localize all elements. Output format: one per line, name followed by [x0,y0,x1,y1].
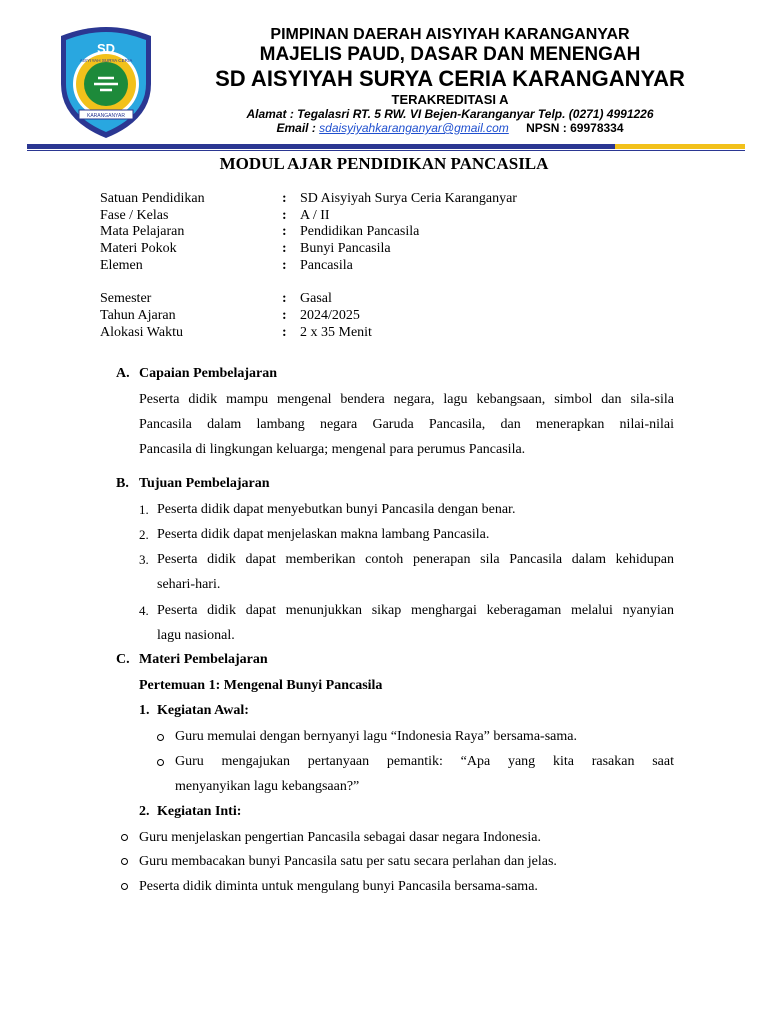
section-a-line: Pancasila dalam lambang negara Garuda Pancasila, dan menerapkan nilai-nilai [139,417,674,432]
identity-row [100,207,330,224]
list-number: 1. [139,502,149,517]
identity-label: Elemen [100,258,143,273]
identity-colon: : [282,291,287,306]
section-b-letter: B. [116,476,129,491]
list-item: Peserta didik dapat menyebutkan bunyi Pancasila dengan benar. [157,502,516,517]
identity-label: Alokasi Waktu [100,325,183,340]
identity-value: Pancasila [300,258,353,273]
section-a-line: Peserta didik mampu mengenal bendera negara, lagu kebangsaan, simbol dan sila-sila [139,392,674,407]
identity-row [100,257,353,274]
identity-row [100,290,332,307]
identity-label: Tahun Ajaran [100,308,176,323]
list-item-continuation: sehari-hari. [157,577,221,592]
section-b-heading: Tujuan Pembelajaran [139,476,270,491]
list-number: 3. [139,552,149,567]
identity-colon: : [282,224,287,239]
header-accreditation: TERAKREDITASI A [391,92,509,107]
activity-number: 2. [139,804,150,819]
identity-label: Satuan Pendidikan [100,191,205,206]
header-divider-thin [27,150,745,151]
bullet-item-continuation: menyanyikan lagu kebangsaan?” [175,779,360,794]
header-contact [160,121,740,135]
meeting-heading: Pertemuan 1: Mengenal Bunyi Pancasila [139,678,383,693]
identity-value: Bunyi Pancasila [300,241,391,256]
bullet-item: Guru memulai dengan bernyanyi lagu “Indonesia Raya” bersama-sama. [175,729,577,744]
identity-label: Semester [100,291,152,306]
bullet-circle-icon [157,759,164,766]
identity-row [100,223,419,240]
identity-colon: : [282,241,287,256]
section-a-letter: A. [116,366,130,381]
activity-heading-inti: Kegiatan Inti: [157,804,242,819]
list-item: Peserta didik dapat menjelaskan makna lambang Pancasila. [157,527,490,542]
identity-value: 2024/2025 [300,308,360,323]
identity-value: A / II [300,208,330,223]
header-divider-blue [27,144,615,149]
header-school-name: SD AISYIYAH SURYA CERIA KARANGANYAR [215,66,685,91]
identity-row [100,190,517,207]
section-c-heading: Materi Pembelajaran [139,652,268,667]
bullet-item: Guru mengajukan pertanyaan pemantik: “Apa yang kita rasakan saat [175,754,674,769]
bullet-item: Guru membacakan bunyi Pancasila satu per satu secara perlahan dan jelas. [139,854,557,869]
bullet-item: Guru menjelaskan pengertian Pancasila sebagai dasar negara Indonesia. [139,830,541,845]
npsn-label: NPSN : 69978334 [526,121,624,135]
list-number: 4. [139,603,149,618]
identity-value: Gasal [300,291,332,306]
identity-colon: : [282,325,287,340]
identity-colon: : [282,308,287,323]
header-divider-gold [615,144,745,149]
svg-text:KARANGANYAR: KARANGANYAR [87,113,125,119]
identity-colon: : [282,208,287,223]
section-a-line: Pancasila di lingkungan keluarga; mengenal para perumus Pancasila. [139,442,526,457]
identity-colon: : [282,258,287,273]
header-organization: PIMPINAN DAERAH AISYIYAH KARANGANYAR [270,26,630,43]
identity-colon: : [282,191,287,206]
identity-label: Fase / Kelas [100,208,169,223]
identity-row [100,240,391,257]
identity-label: Materi Pokok [100,241,177,256]
section-c-letter: C. [116,652,130,667]
svg-text:AISYIYAH SURYA CERIA: AISYIYAH SURYA CERIA [79,58,133,63]
activity-number: 1. [139,703,150,718]
bullet-circle-icon [121,858,128,865]
list-item-continuation: lagu nasional. [157,628,235,643]
email-link[interactable]: sdaisyiyahkaranganyar@gmail.com [319,121,509,135]
bullet-circle-icon [121,883,128,890]
bullet-circle-icon [157,734,164,741]
bullet-item: Peserta didik diminta untuk mengulang bunyi Pancasila bersama-sama. [139,879,538,894]
email-label: Email : [276,121,316,135]
header-address: Alamat : Tegalasri RT. 5 RW. VI Bejen-Karanganyar Telp. (0271) 4991226 [246,107,654,121]
section-a-heading: Capaian Pembelajaran [139,366,278,381]
list-item: Peserta didik dapat memberikan contoh penerapan sila Pancasila dalam kehidupan [157,552,674,567]
document-title: MODUL AJAR PENDIDIKAN PANCASILA [219,154,549,173]
activity-heading-awal: Kegiatan Awal: [157,703,249,718]
list-item: Peserta didik dapat menunjukkan sikap menghargai keberagaman melalui nyanyian [157,603,674,618]
identity-value: SD Aisyiyah Surya Ceria Karanganyar [300,191,517,206]
list-number: 2. [139,527,149,542]
identity-value: 2 x 35 Menit [300,325,372,340]
school-logo [57,22,155,140]
identity-label: Mata Pelajaran [100,224,185,239]
identity-value: Pendidikan Pancasila [300,224,420,239]
identity-row [100,324,372,341]
header-council: MAJELIS PAUD, DASAR DAN MENENGAH [259,44,641,65]
identity-row [100,307,360,324]
svg-text:SD: SD [96,41,116,56]
bullet-circle-icon [121,834,128,841]
